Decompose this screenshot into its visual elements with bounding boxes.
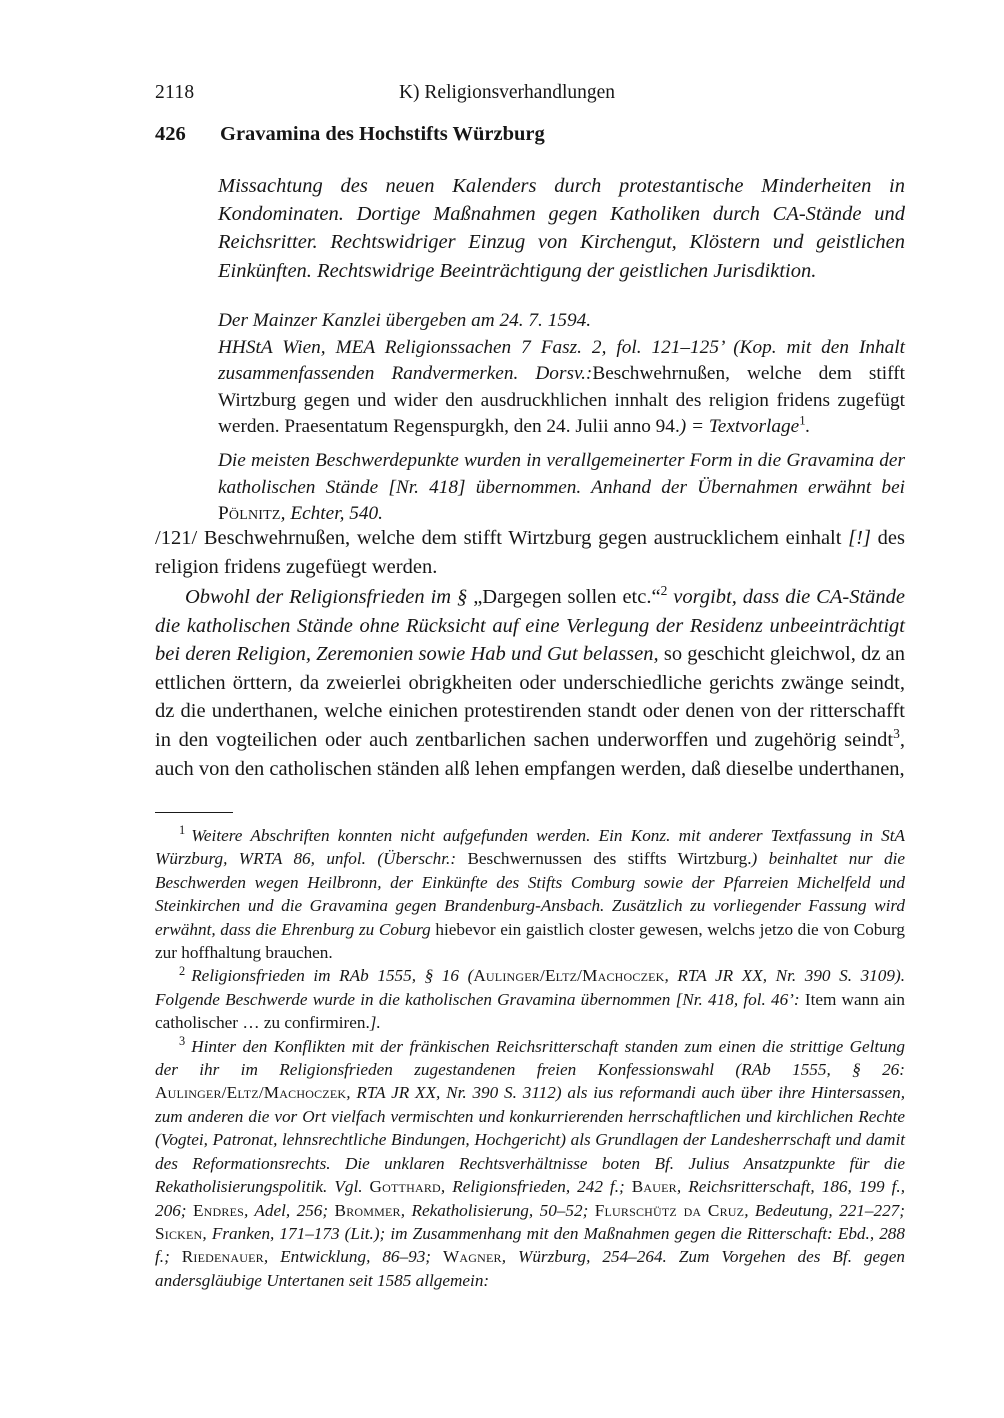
- footnote-item: [155, 824, 905, 964]
- delivery-line: Der Mainzer Kanzlei übergeben am 24. 7. 1594.: [218, 310, 592, 331]
- body-p2-ro3: , auch von den catholischen ständen alß lehen empfangen werden, daß dieselbe underthanen,: [155, 728, 905, 780]
- body-p2-ro2: so geschicht gleichwol, dz an ettlichen örttern, da zweierlei obrigkheiten oder underschiedliche gerichts zwänge seindt, dz die underthanen, welche einichen protestirenden standt oder denen von der ritterschafft in den vogteilichen oder auch zentbarlichen sachen underworffen und zugehörig seindt: [155, 643, 905, 751]
- footnote-author-name: Gotthard: [369, 1177, 441, 1197]
- body-p2-it2: vorgibt, dass die CA-Stände die katholischen Stände ohne Rücksicht auf eine Verlegung der Residenz unbeeinträchtigt bei deren Religion, Zeremonien sowie Hab und Gut belassen,: [155, 586, 905, 666]
- footnote-separator: [155, 812, 233, 813]
- footnote-number[interactable]: 2: [179, 963, 186, 978]
- footnote-text: Item wann ain catholischer … zu confirmiren.: [155, 989, 905, 1033]
- archive-reference: [218, 335, 905, 441]
- editorial-headnote: [218, 448, 905, 528]
- footnote-author-name: Aulinger/Eltz/Machoczek: [473, 966, 665, 986]
- footnote-text: Religionsfrieden im RAb 1555, § 16 (: [191, 966, 474, 986]
- sic-marker: [!]: [848, 527, 871, 549]
- footnote-ref-2[interactable]: 2: [660, 583, 668, 599]
- footnote-text: , Rekatholisierung, 50–52;: [400, 1200, 595, 1220]
- running-title: K) Religionsverhandlungen: [398, 82, 616, 103]
- footnote-author-name: Bauer: [631, 1177, 677, 1197]
- footnote-text: Beschwernussen des stiffts Wirtzburg.: [467, 849, 752, 869]
- footnote-author-name: Flurschütz da Cruz: [594, 1200, 745, 1220]
- footnote-text: ) beinhaltet nur die Beschwerden wegen Heilbronn, der Einkünfte des Stifts Comburg sowie der Pfarreien Michelfeld und Steinkirchen und die Gravamina gegen Brandenburg-Ansbach. Zusätzlich zu vorliegender Fassung wird erwähnt, dass die Ehrenburg zu Coburg: [155, 849, 905, 939]
- footnote-item: [155, 1035, 905, 1292]
- footnote-author-name: Sicken: [155, 1223, 203, 1243]
- page-title: [155, 120, 905, 148]
- headnote-tail: , Echter, 540.: [280, 503, 383, 525]
- footnote-author-name: Wagner: [442, 1247, 502, 1267]
- running-head: [155, 80, 905, 106]
- dorsal-note: Beschwehrnußen, welche dem stifft Wirtzburg gegen und wider den ausdruckhlichen innhalt des religion fridens zugefügt werden. Praesentatum Regenspurgkh, den 24. Julii anno 94.: [218, 363, 905, 438]
- source-block: [218, 308, 905, 441]
- footnote-item: [155, 964, 905, 1034]
- footnote-text: , Reichsritterschaft, 186, 199 f., 206;: [155, 1177, 905, 1220]
- archive-tail: .: [805, 416, 811, 438]
- document-title: Gravamina des Hochstifts Würzburg: [220, 123, 545, 145]
- footnote-number[interactable]: 3: [179, 1033, 186, 1048]
- footnote-text: , Adel, 256;: [243, 1200, 335, 1220]
- regest-paragraph: Missachtung des neuen Kalenders durch protestantische Minderheiten in Kondominaten. Dortige Maßnahmen gegen Katholiken durch CA-Stände und Reichsritter. Rechtswidriger Einzug von Kirchengut, Klöstern und geistlichen Einkünften. Rechtswidrige Beeinträchtigung der geistlichen Jurisdiktion.: [218, 175, 905, 282]
- footnote-text: , Bedeutung, 221–227;: [744, 1200, 905, 1220]
- footnote-author-name: Endres: [192, 1200, 244, 1220]
- footnote-text: Hinter den Konflikten mit der fränkischen Reichsritterschaft standen zum einen die strittige Geltung der ihr im Religionsfrieden zugestandenen freien Konfessionswahl (RAb 1555, § 26:: [155, 1036, 905, 1080]
- headnote-text: Die meisten Beschwerdepunkte wurden in verallgemeinerter Form in die Gravamina der katholischen Stände [Nr. 418] übernommen. Anhand der Übernahmen erwähnt bei: [218, 450, 905, 498]
- document-number: 426: [155, 123, 186, 145]
- footnote-text: , RTA JR XX, Nr. 390 S. 3109). Folgende Beschwerde wurde in die katholischen Gravamina übernommen [Nr. 418, fol. 46’:: [155, 966, 905, 1009]
- footnote-author-name: Brommer: [334, 1200, 401, 1220]
- footnote-text: , RTA JR XX, Nr. 390 S. 3112) als ius reformandi auch über ihre Hintersassen, zum anderen die vor Ort vielfach vermischten und konkurrierenden herrschaftlichen und kirchlichen Rechte (Vogtei, Patronat, lehnsrechtliche Bindungen, Hochgericht) als Grundlagen der Landesherrschaft und damit des Reformationsrechts. Die unklaren Rechtsverhältnisse boten Bf. Julius Ansatzpunkte für die Rekatholisierungspolitik. Vgl.: [155, 1083, 905, 1197]
- footnote-text: , Religionsfrieden, 242 f.;: [440, 1177, 632, 1197]
- footnote-ref-3[interactable]: 3: [893, 726, 900, 742]
- footnote-text: ].: [369, 1013, 381, 1033]
- footnote-text: hiebevor ein gaistlich closter gewesen, welchs jetzo die von Coburg zur hoffhaltung brauchen.: [155, 919, 905, 963]
- textvorlage-label: ) = Textvorlage: [679, 416, 800, 438]
- footnote-text: Weitere Abschriften konnten nicht aufgefunden werden. Ein Konz. mit anderer Textfassung in StA Würzburg, WRTA 86, unfol. (Überschr.:: [155, 826, 905, 869]
- body-paragraph-1: [155, 524, 905, 581]
- body-p2-quote: „Dargegen sollen etc.“: [473, 586, 661, 608]
- footnote-ref-1[interactable]: 1: [799, 413, 806, 428]
- footnote-number[interactable]: 1: [179, 823, 186, 838]
- body-p1-end: des religion fridens zugefüegt werden.: [155, 527, 906, 578]
- footnote-author-name: Aulinger/Eltz/Machoczek: [155, 1083, 347, 1103]
- footnote-text: , Würzburg, 254–264. Zum Vorgehen des Bf. gegen andersgläubige Untertanen seit 1585 allgemein:: [155, 1247, 905, 1290]
- body-p1-start: /121/ Beschwehrnußen, welche dem stifft Wirtzburg gegen austrucklichem einhalt: [155, 527, 849, 549]
- body-p2-it1: Obwohl der Religionsfrieden im §: [185, 586, 474, 608]
- footnote-list: [155, 824, 905, 1292]
- headnote-author: Pölnitz: [218, 503, 281, 525]
- footnote-text: , Franken, 171–173 (Lit.); im Zusammenhang mit den Maßnahmen gegen die Ritterschaft: Ebd., 288 f.;: [155, 1223, 905, 1267]
- archive-signature: HHStA Wien, MEA Religionssachen 7 Fasz. 2, fol. 121–125’ (Kop. mit den Inhalt zusammenfassenden Randvermerken. Dorsv.:: [218, 336, 905, 385]
- body-paragraph-2: [155, 583, 905, 783]
- footnote-author-name: Riedenauer: [181, 1247, 264, 1267]
- page-number: 2118: [155, 82, 195, 103]
- footnote-text: , Entwicklung, 86–93;: [263, 1247, 443, 1267]
